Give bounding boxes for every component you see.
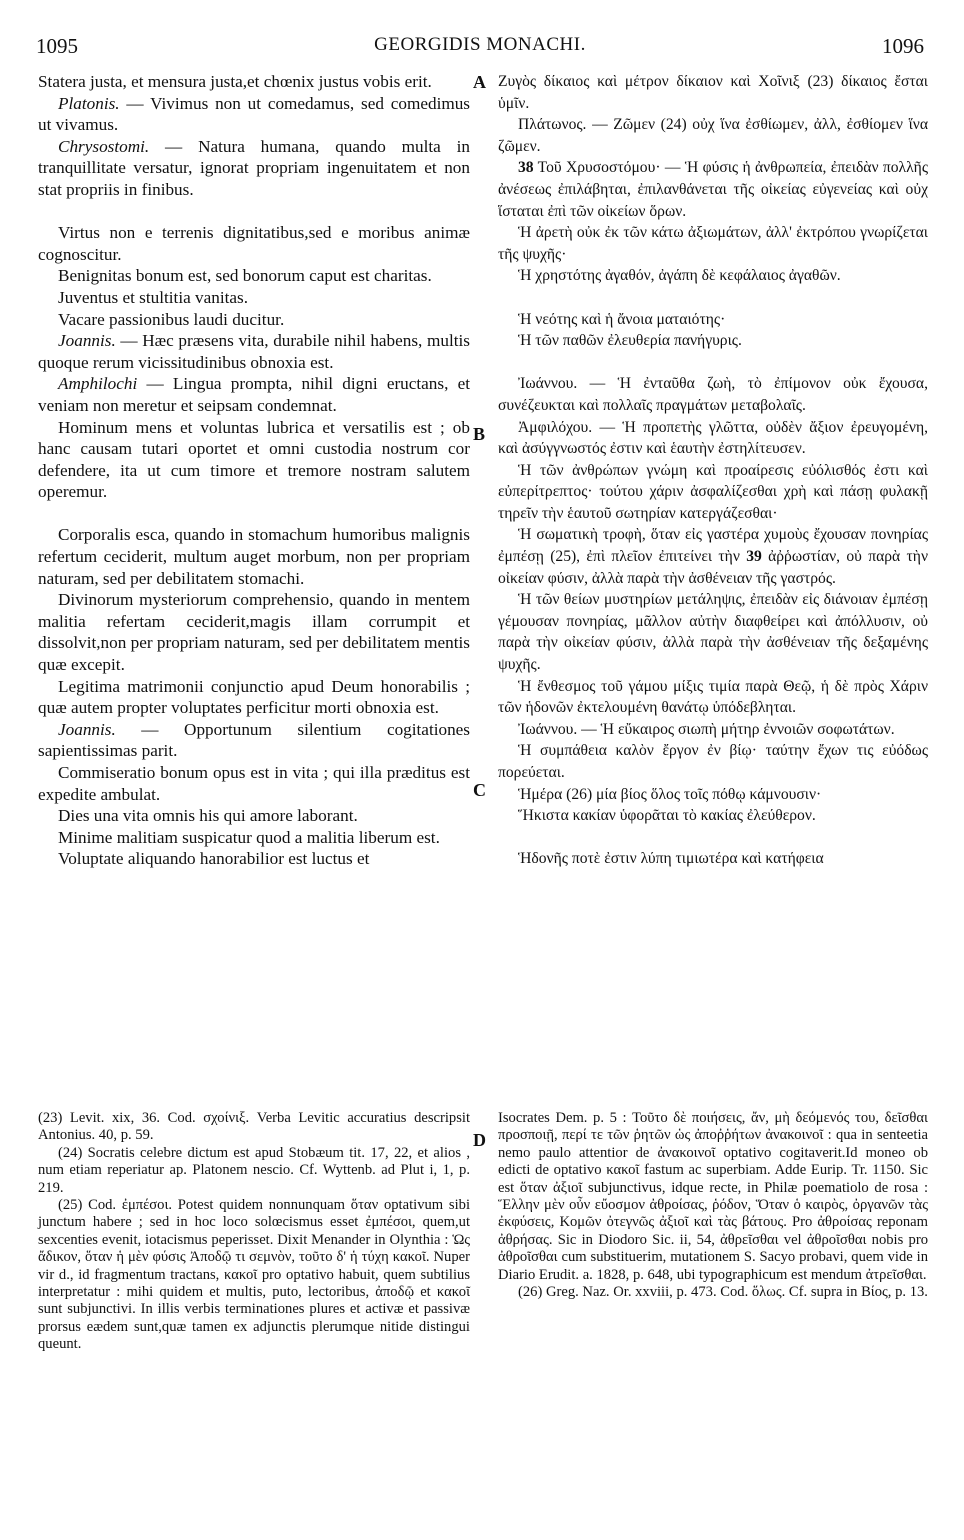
footnote: (26) Greg. Naz. Or. xxviii, p. 473. Cod. ὅλως. Cf. supra in Βίος, p. 13.: [518, 1284, 928, 1301]
section-number: 38: [518, 159, 534, 177]
paragraph-text: Corporalis esca, quando in stomachum humoribus malignis refertum ceciderit, multum auget morbum, non per propriam naturam, sed per debilitatem stomachi.: [38, 525, 470, 588]
latin-paragraph: [38, 589, 470, 675]
attribution-label: Platonis.: [58, 93, 120, 113]
greek-paragraph: [498, 157, 928, 222]
greek-paragraph: [498, 848, 928, 870]
latin-paragraph: [38, 524, 470, 589]
margin-mark-b: B: [473, 424, 486, 444]
section-number: 39: [746, 548, 762, 566]
paragraph-text: Ἡδονῆς ποτὲ ἐστιν λύπη τιμιωτέρα καὶ κατήφεια: [518, 850, 824, 868]
latin-paragraph: [38, 330, 470, 373]
footnotes-right: [498, 1110, 928, 1301]
attribution-label: Joannis.: [58, 719, 116, 739]
greek-paragraph: [498, 589, 928, 675]
latin-paragraph: [38, 827, 470, 849]
paragraph-text: Ἡ χρηστότης ἀγαθόν, ἀγάπη δὲ κεφάλαιος ἀγαθῶν.: [518, 267, 841, 285]
paragraph-text: Ἡ τῶν θείων μυστηρίων μετάληψις, ἐπειδὰν εἰς διάνοιαν ἐμπέσῃ γέμουσαν πονηρίας, μᾶλλον αὐτὴν διαφθείρει καὶ ἀπόλλυσιν, οὐ παρὰ τὴν οἰκείαν φύσιν, ἀλλὰ παρὰ τὴν ἀσθένειαν τῆς δεξαμένης ψυχῆς.: [498, 591, 928, 674]
margin-mark-a: A: [473, 72, 486, 92]
paragraph-text: Ἡ τῶν παθῶν ἐλευθερία πανήγυρις.: [518, 332, 742, 350]
greek-paragraph: [498, 222, 928, 265]
paragraph-text: Minime malitiam suspicatur quod a malitia liberum est.: [58, 827, 440, 847]
paragraph-text: Ἡ σωματικὴ τροφὴ, ὅταν εἰς γαστέρα χυμοὺς ἔχουσαν πονηρίας ἐμπέσῃ (25), ἐπὶ πλεῖον ἐπιτείνει τὴν: [498, 526, 928, 566]
latin-paragraph: [38, 805, 470, 827]
paragraph-text: Ἰωάννου. — Ἡ ἐνταῦθα ζωὴ, τὸ ἐπίμονον οὐκ ἔχουσα, συνέζευκται καὶ πολλαῖς πραγμάτων μεταβολαῖς.: [498, 375, 928, 414]
footnote: Isocrates Dem. p. 5 : Τοῦτο δὲ ποιήσεις, ἄν, μὴ δεόμενός του, δεῖσθαι προσποιῇ, περί τε τῶν ῥητῶν ὡς ἀποῤῥήτων ἀνακοινοῖ : qua in senteetia nemo paulo attentior de ἀνακοινοῖ optativo cogitaverit.Id moneo ob edicti de optativo κακοῖ fastum ac superbiam. Adde Eurip. Tr. 1150. Sic est ὅταν ἀξιοῖ subjunctivus, idque recte, in Philæ poematiolo de rosa : Ἕλλην μὲν οὖν εὔοσμον ἀθροίσας, ῥόδον, Ὅταν ὁ καιρὸς, ὀργανῶν τὰς ἐκφύσεις, Κομῶν ὀτεγνῶς ἀξιοῖ καὶ τὰς βάτους. Pro ἀθροίσας reponam ἀθρήσας. Sic in Diodoro Sic. ii, 54, ἀθρεῖσθαι vel ἀθροῖσθαι nobis pro ἀθροῖσθαι cum substituerim, mutationem S. Sacyo probavi, quem vide in Diario Erudit. a. 1828, p. 648, ubi typographicum est mendum ἀτρεῖσθαι.: [498, 1110, 928, 1283]
margin-mark-c: C: [473, 780, 486, 800]
margin-mark-d: D: [473, 1130, 486, 1150]
latin-paragraph: [38, 762, 470, 805]
latin-paragraph: [38, 309, 470, 331]
paragraph-text: Ἡμέρα (26) μία βίος ὅλος τοῖς πόθῳ κάμνουσιν·: [518, 785, 822, 803]
greek-paragraph: [498, 330, 928, 352]
greek-paragraph: [498, 719, 928, 741]
greek-column: [498, 71, 928, 870]
footnote: (25) Cod. ἐμπέσοι. Potest quidem nonnunquam ὅταν optativum sibi junctum habere ; sed in hoc loco solœcismus esset ἐμπέσοι, quem,ut sexcenties evenit, iotacismus peperisset. Dixit Menander in Olynthia : Ὡς ἄδικον, ὅταν ἡ μὲν φύσις Ἀποδῷ τι σεμνὸν, τοῦτο δ' ἡ τύχη κακοῖ. Nuper vir d., id fragmentum tractans, κακοῖ pro optativo habuit, quem subtilius interpretatur : mihi quidem et multis, puto, lectoribus, ἀποδῷ et κακοῖ sunt subjunctivi. In illis verbis terminationes plures et activæ et passivæ prorsus eædem sunt,quæ tamen ex adjunctis plerumque nitide distingui queunt.: [38, 1197, 470, 1353]
paragraph-text: Πλάτωνος. — Ζῶμεν (24) οὐχ ἵνα ἐσθίωμεν, ἀλλ, ἐσθίομεν ἵνα ζῶμεν.: [498, 116, 928, 155]
greek-paragraph: [498, 740, 928, 783]
greek-paragraph: [498, 417, 928, 460]
latin-paragraph: [38, 136, 470, 201]
paragraph-text: Statera justa, et mensura justa,et chœnix justus vobis erit.: [38, 72, 432, 91]
paragraph-text: — Vivimus non ut comedamus, sed comedimus ut vivamus.: [38, 93, 470, 135]
paragraph-text: Legitima matrimonii conjunctio apud Deum honorabilis ; quæ autem propter voluptates perficitur morti obnoxia est.: [38, 676, 470, 718]
paragraph-text: — Lingua prompta, nihil digni eructans, et veniam non meretur et seipsam condemnat.: [38, 374, 470, 415]
latin-paragraph: [38, 71, 470, 93]
attribution-label: Joannis.: [58, 331, 116, 351]
greek-paragraph: [498, 524, 928, 589]
greek-paragraph: [498, 265, 928, 287]
footnote: (23) Levit. xix, 36. Cod. σχοίνιξ. Verba Levitic accuratius descripsit Antonius. 40, p. 59.: [38, 1110, 470, 1144]
paragraph-text: Ἡ νεότης καὶ ἡ ἄνοια ματαιότης·: [518, 310, 726, 328]
paragraph-text: ἀῤῥωστίαν, οὐ παρὰ τὴν οἰκείαν φύσιν, ἀλλὰ παρὰ τὴν ἀσθένειαν τῆς γαστρός.: [498, 548, 928, 587]
left-page-number: 1095: [36, 34, 78, 58]
greek-paragraph: [498, 784, 928, 806]
greek-paragraph: [498, 805, 928, 827]
paragraph-text: Virtus non e terrenis dignitatibus,sed e moribus animæ cognoscitur.: [38, 223, 470, 264]
paragraph-gap: [38, 201, 470, 223]
running-title: GEORGIDIS MONACHI.: [374, 34, 586, 55]
latin-paragraph: [38, 93, 470, 136]
paragraph-text: Commiseratio bonum opus est in vita ; qui illa præditus est expedite ambulat.: [38, 763, 470, 804]
paragraph-text: — Natura humana, quando multa in tranquillitate versatur, ignorat propriam ingenuitatem et non stat propriis in finibus.: [38, 136, 470, 199]
paragraph-text: Benignitas bonum est, sed bonorum caput est charitas.: [58, 266, 432, 286]
greek-paragraph: [498, 676, 928, 719]
paragraph-text: — Opportunum silentium cogitationes sapientissimas parit.: [38, 719, 470, 761]
latin-paragraph: [38, 417, 470, 503]
latin-paragraph: [38, 265, 470, 287]
paragraph-text: Τοῦ Χρυσοστόμου· — Ἡ φύσις ἡ ἀνθρωπεία, ἐπειδὰν πολλῆς ἀνέσεως ἐπιλάβηται, ἐπιλανθάνεται τῆς οἰκείας εὐγενείας καὶ οὐχ ἵσταται ἐπὶ τῶν οἰκείων ὅρων.: [498, 159, 928, 220]
right-page-number: 1096: [882, 34, 924, 58]
paragraph-text: Ἡ ἀρετὴ οὐκ ἐκ τῶν κάτω ἀξιωμάτων, ἀλλ' ἐκτρόπου γνωρίζεται τῆς ψυχῆς·: [498, 224, 928, 263]
footnotes-left: [38, 1110, 470, 1354]
latin-paragraph: [38, 719, 470, 762]
paragraph-text: Hominum mens et voluntas lubrica et versatilis est ; ob hanc causam tutari oportet et omni custodia nostrum cor defendere, ita ut cum timore et tremore nostram salutem operemur.: [38, 417, 470, 502]
greek-paragraph: [498, 373, 928, 416]
greek-paragraph: [498, 114, 928, 157]
greek-paragraph: [498, 71, 928, 114]
paragraph-text: Dies una vita omnis his qui amore laborant.: [58, 806, 358, 826]
running-header: [36, 34, 924, 64]
footnote: (24) Socratis celebre dictum est apud Stobæum tit. 17, 22, et alios , num etiam reperiatur ap. Platonem nescio. Cf. Wyttenb. ad Plut i, 1, p. 219.: [38, 1144, 470, 1196]
paragraph-gap: [38, 503, 470, 525]
paragraph-gap: [498, 827, 928, 849]
greek-paragraph: [498, 309, 928, 331]
paragraph-gap: [498, 352, 928, 374]
latin-paragraph: [38, 848, 470, 870]
paragraph-text: Ζυγὸς δίκαιος καὶ μέτρον δίκαιον καὶ Χοῖνιξ (23) δίκαιος ἔσται ὑμῖν.: [498, 73, 928, 112]
paragraph-text: Divinorum mysteriorum comprehensio, quando in mentem malitia refertam ceciderit,magis illam corrumpit et dissolvit,non per propriam naturam, sed per debilitatem mentis quæ excepit.: [38, 590, 470, 675]
paragraph-text: Ἥκιστα κακίαν ὑφορᾶται τὸ κακίας ἐλεύθερον.: [518, 807, 816, 825]
greek-paragraph: [498, 460, 928, 525]
paragraph-text: Ἡ ἔνθεσμος τοῦ γάμου μίξις τιμία παρὰ Θεῷ, ἡ δὲ πρὸς Χάριν τῶν ἡδονῶν ἐκτελουμένη θανάτῳ ὑπόδεβληται.: [498, 677, 928, 717]
latin-paragraph: [38, 676, 470, 719]
latin-paragraph: [38, 373, 470, 416]
paragraph-text: Ἡ συμπάθεια καλὸν ἔργον ἐν βίῳ· ταύτην ἔχων τις εὐόδως πορεύεται.: [498, 742, 928, 781]
latin-paragraph: [38, 287, 470, 309]
attribution-label: Amphilochi: [58, 374, 138, 394]
paragraph-text: Juventus et stultitia vanitas.: [58, 287, 248, 307]
latin-paragraph: [38, 222, 470, 265]
paragraph-text: Ἰωάννου. — Ἡ εὔκαιρος σιωπὴ μήτηρ ἐννοιῶν σοφωτάτων.: [518, 720, 895, 738]
paragraph-gap: [498, 287, 928, 309]
latin-column: [38, 71, 470, 870]
attribution-label: Chrysostomi.: [58, 136, 150, 156]
paragraph-text: Voluptate aliquando hanorabilior est luctus et: [58, 849, 370, 869]
paragraph-text: Ἀμφιλόχου. — Ἡ προπετὴς γλῶττα, οὐδὲν ἄξιον ἐρευγομένη, καὶ ἀσύγγνωστός ἐστιν καὶ ἑαυτὴν ἐστηλίτευσεν.: [498, 418, 928, 458]
paragraph-text: Ἡ τῶν ἀνθρώπων γνώμη καὶ προαίρεσις εὐόλισθός ἐστι καὶ εὐπερίτρεπτος· τούτου χάριν ἀσφαλίζεσθαι χρὴ καὶ πάσῃ φυλακῇ τηρεῖν τὴν ἑαυτοῦ σωτηρίαν κατεργάζεσθαι·: [498, 461, 928, 522]
paragraph-text: — Hæc præsens vita, durabile nihil habens, multis quoque rerum vicissitudinibus obnoxia est.: [38, 331, 470, 372]
paragraph-text: Vacare passionibus laudi ducitur.: [58, 309, 285, 329]
